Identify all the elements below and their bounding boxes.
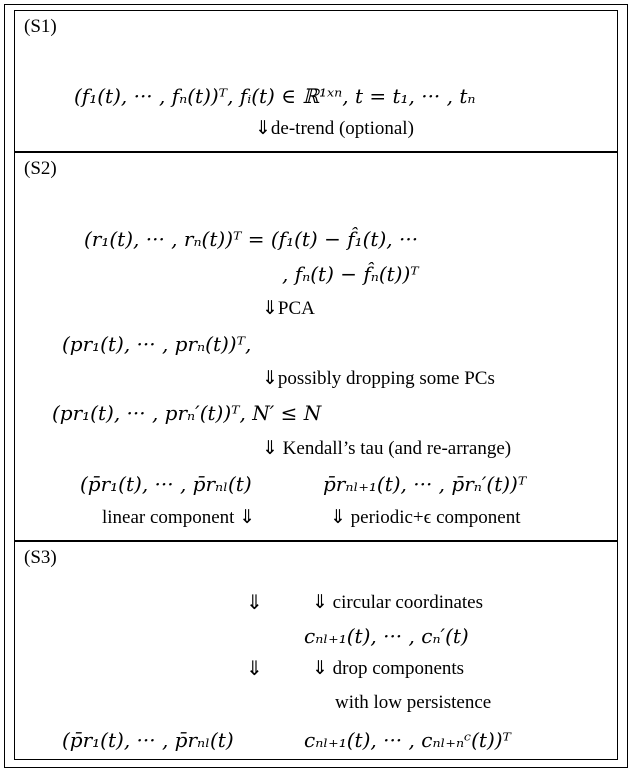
s3-circular-coordinates-expression: cₙₗ₊₁(t), ··· , cₙ′(t) — [304, 624, 469, 648]
s2-periodic-caption: ⇓ periodic+ϵ component — [330, 507, 521, 528]
s2-periodic-pc-expression: p̄rₙₗ₊₁(t), ··· , p̄rₙ′(t))ᵀ — [323, 472, 527, 496]
s1-signal-expression: (f₁(t), ··· , fₙ(t))ᵀ, fᵢ(t) ∈ ℝ¹ˣⁿ, t = t₁, ··· , tₙ — [74, 84, 476, 108]
s2-pca-step: ⇓PCA — [262, 298, 315, 319]
section-s3-box — [14, 540, 618, 760]
s3-final-linear-expression: (p̄r₁(t), ··· , p̄rₙₗ(t) — [62, 728, 234, 752]
s2-linear-pc-expression: (p̄r₁(t), ··· , p̄rₙₗ(t) — [80, 472, 252, 496]
section-s3-label: (S3) — [24, 547, 57, 568]
section-s2-label: (S2) — [24, 158, 57, 179]
s2-residual-expression-line2: , fₙ(t) − f̂ₙ(t))ᵀ — [282, 262, 419, 286]
s2-reduced-pc-expression: (pr₁(t), ··· , prₙ′(t))ᵀ, N′ ≤ N — [52, 401, 322, 425]
s3-low-persistence-text: with low persistence — [335, 692, 492, 713]
section-s1-label: (S1) — [24, 16, 57, 37]
s2-linear-caption: linear component ⇓ — [102, 507, 256, 528]
s2-pc-expression: (pr₁(t), ··· , prₙ(t))ᵀ, — [62, 332, 252, 356]
s3-left-arrow-1: ⇓ — [246, 592, 263, 614]
s3-final-circular-expression: cₙₗ₊₁(t), ··· , cₙₗ₊ₙᶜ(t))ᵀ — [304, 728, 511, 752]
s1-detrend-step: ⇓de-trend (optional) — [255, 118, 414, 139]
s3-left-arrow-2: ⇓ — [246, 658, 263, 680]
s3-circular-coordinates-step: ⇓ circular coordinates — [312, 592, 484, 613]
s3-drop-components-step: ⇓ drop components — [312, 658, 465, 679]
s2-residual-expression-line1: (r₁(t), ··· , rₙ(t))ᵀ = (f₁(t) − f̂₁(t), ··· — [84, 227, 419, 251]
s2-kendall-step: ⇓ Kendall’s tau (and re-arrange) — [262, 438, 512, 459]
s2-drop-pcs-step: ⇓possibly dropping some PCs — [262, 368, 495, 389]
